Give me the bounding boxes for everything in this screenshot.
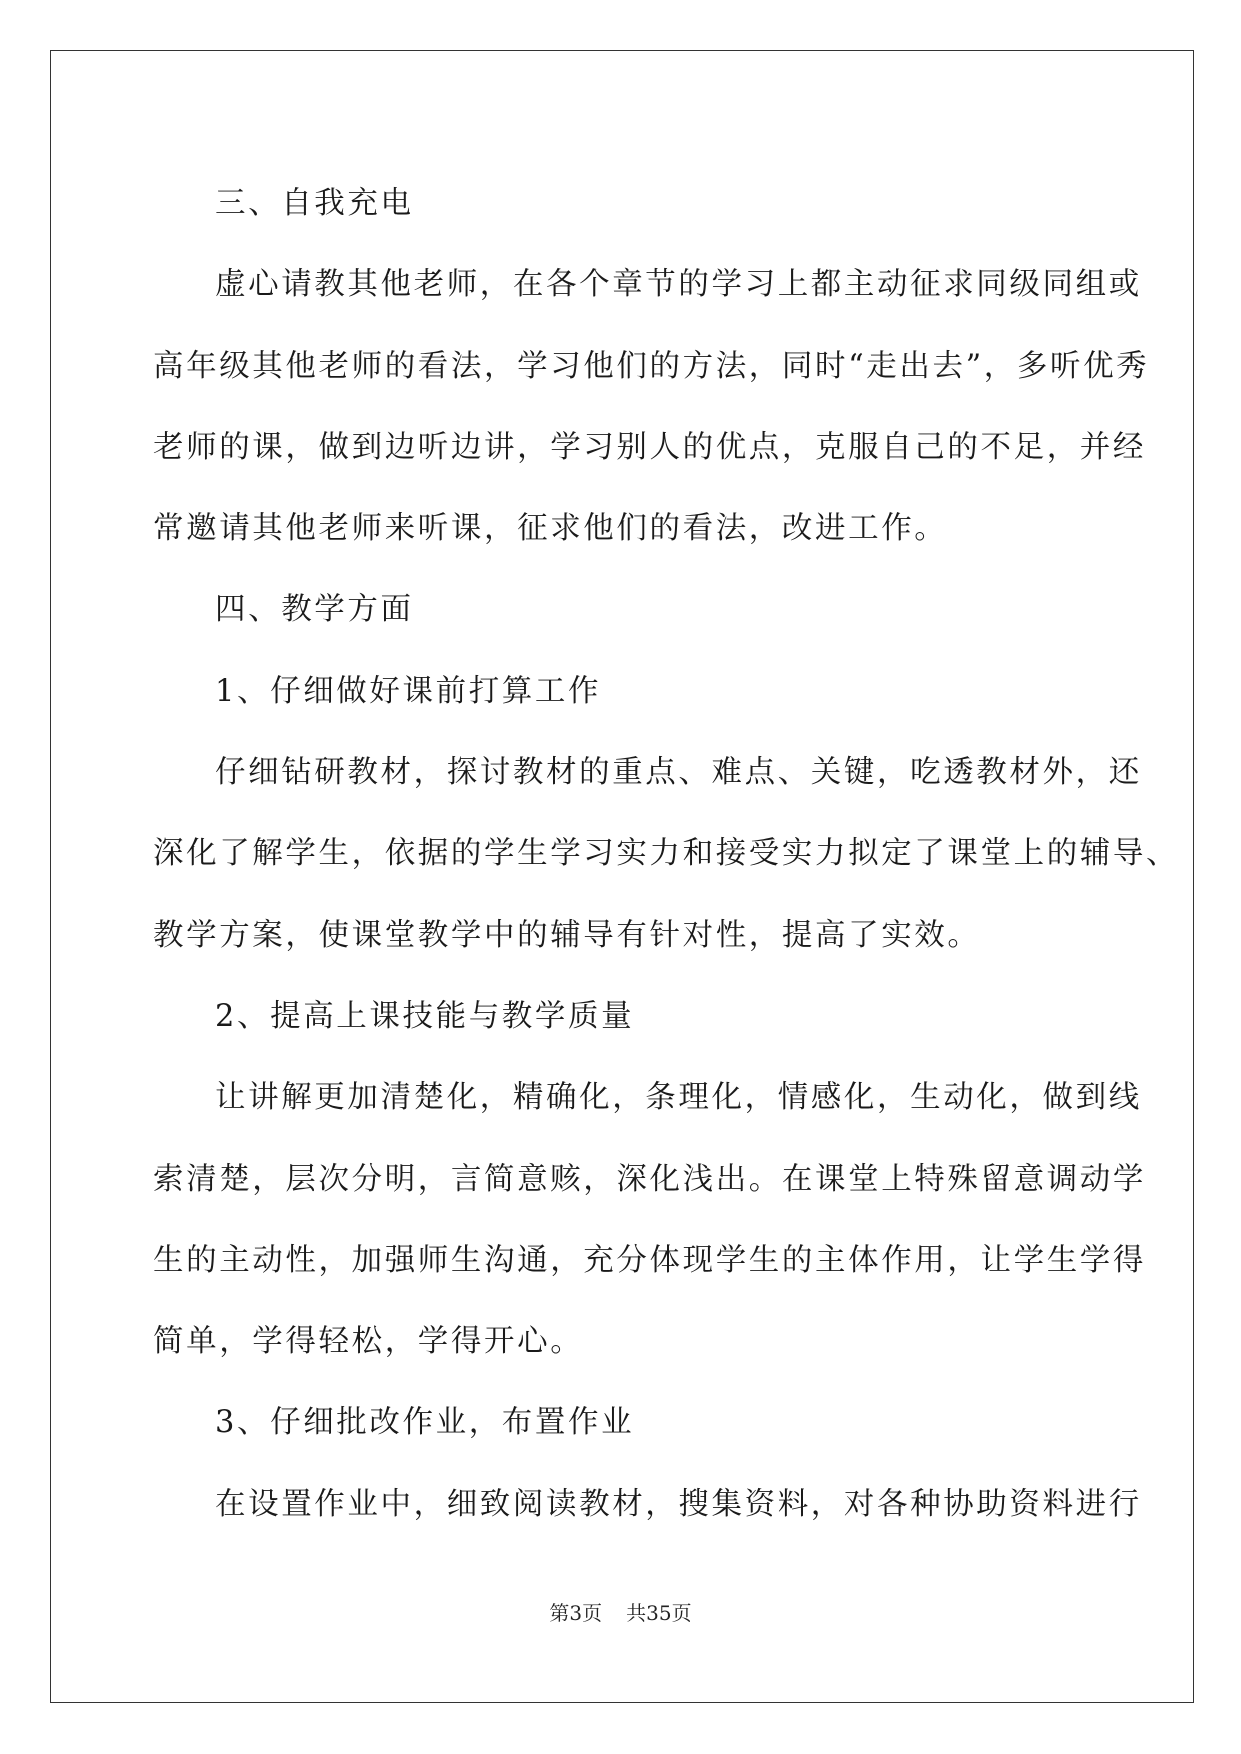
paragraph-line: 虚心请教其他老师，在各个章节的学习上都主动征求同级同组或 xyxy=(215,267,1142,303)
paragraph-line: 深化了解学生，依据的学生学习实力和接受实力拟定了课堂上的辅导、 xyxy=(153,836,1180,872)
total-pages: 共35页 xyxy=(626,1601,692,1625)
paragraph-line: 简单，学得轻松，学得开心。 xyxy=(153,1324,584,1360)
section-heading: 四、教学方面 xyxy=(215,592,414,628)
paragraph-line: 老师的课，做到边听边讲，学习别人的优点，克服自己的不足，并经 xyxy=(153,429,1146,465)
paragraph-line: 高年级其他老师的看法，学习他们的方法，同时“走出去”，多听优秀 xyxy=(153,348,1150,384)
paragraph-line: 让讲解更加清楚化，精确化，条理化，情感化，生动化，做到线 xyxy=(215,1080,1142,1116)
paragraph-line: 仔细钻研教材，探讨教材的重点、难点、关键，吃透教材外，还 xyxy=(215,755,1142,791)
section-heading: 三、自我充电 xyxy=(215,186,414,221)
paragraph-line: 教学方案，使课堂教学中的辅导有针对性，提高了实效。 xyxy=(153,917,981,953)
subsection-heading: 1、仔细做好课前打算工作 xyxy=(215,673,602,709)
subsection-heading: 2、提高上课技能与教学质量 xyxy=(215,998,635,1034)
page-footer xyxy=(0,1597,1241,1626)
page-number: 第3页 xyxy=(549,1601,603,1625)
paragraph-line: 索清楚，层次分明，言简意赅，深化浅出。在课堂上特殊留意调动学 xyxy=(153,1161,1146,1197)
document-body xyxy=(153,163,1180,1545)
paragraph-line: 在设置作业中，细致阅读教材，搜集资料，对各种协助资料进行 xyxy=(215,1486,1142,1522)
paragraph-line: 生的主动性，加强师生沟通，充分体现学生的主体作用，让学生学得 xyxy=(153,1242,1146,1278)
subsection-heading: 3、仔细批改作业，布置作业 xyxy=(215,1405,635,1441)
paragraph-line: 常邀请其他老师来听课，征求他们的看法，改进工作。 xyxy=(153,511,948,547)
